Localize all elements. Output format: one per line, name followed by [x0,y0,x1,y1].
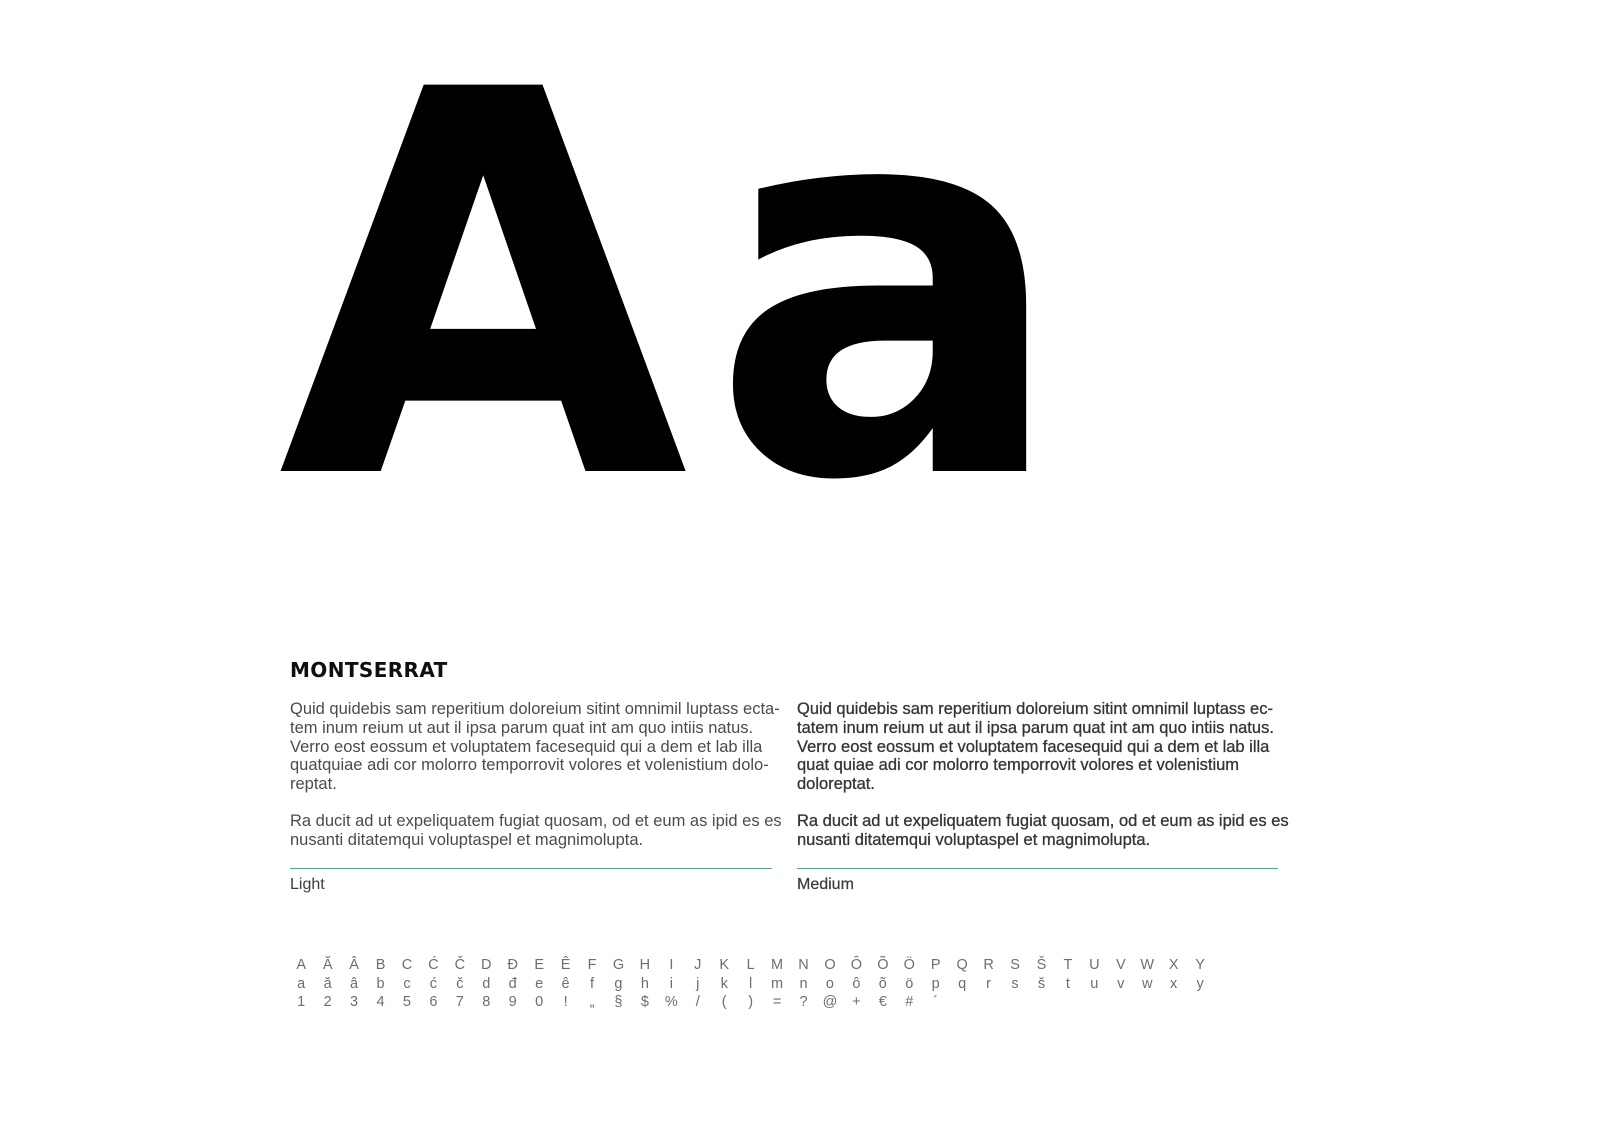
charset-char: B [375,957,386,973]
charset-char: h [640,975,649,992]
charset-char: / [695,994,700,1011]
text-line: Quid quidebis sam reperitium doloreium sitint omnimil luptass ec- [797,700,1273,718]
charset-char: T [1063,957,1073,973]
charset-row-uppercase [288,956,1213,975]
charset-char: 9 [508,994,517,1011]
charset-char: M [771,957,784,973]
text-line: nusanti ditatemqui voluptaspel et magnimolupta. [290,830,644,849]
charset-char: o [825,975,834,992]
charset-char: e [535,975,544,992]
charset-char: m [771,975,784,992]
text-line: Verro eost eossum et voluptatem facesequid qui a dem et lab illa [290,737,763,756]
charset-char: p [931,975,940,992]
charset-char: b [376,975,385,992]
text-line: nusanti ditatemqui voluptaspel et magnimolupta. [797,830,1151,849]
display-glyphs: Aa [278,0,1090,596]
charset-char: š [1037,975,1046,992]
charset-char: K [719,957,730,973]
charset-char: q [958,975,967,992]
charset-char: @ [822,994,838,1011]
charset-char: N [798,957,809,973]
charset-char: G [612,957,625,973]
charset-char: J [694,957,702,973]
weight-divider-rule [290,868,772,869]
text-line: doloreptat. [797,775,875,794]
charset-char: § [614,994,623,1011]
charset-char: w [1141,975,1153,992]
charset-char: D [481,957,492,973]
text-line: Ra ducit ad ut expeliquatem fugiat quosam, od et eum as ipid es es [797,811,1289,830]
sample-column-medium [797,700,1289,894]
charset-char: õ [878,975,887,992]
sample-paragraph [290,811,782,850]
charset-char: ê [561,975,570,992]
sample-paragraph [797,700,1278,794]
charset-char: d [482,975,491,992]
charset-char: U [1089,957,1100,973]
charset-char: 6 [429,994,438,1011]
charset-char: ă [323,975,332,992]
charset-char: P [930,957,941,973]
sample-column-light [290,700,782,894]
charset-char: 1 [297,994,306,1011]
charset-char: Ć [428,957,439,973]
weight-label: Medium [797,875,854,893]
text-line: Quid quidebis sam reperitium doloreium sitint omnimil luptass ecta- [290,700,780,718]
charset-char: W [1140,957,1155,973]
charset-char: Ê [560,957,571,973]
charset-char: 7 [455,994,464,1011]
charset-char: V [1115,957,1126,973]
charset-char: R [983,957,994,973]
weight-divider-rule [797,868,1278,869]
charset-char: ć [429,975,438,992]
charset-char: Ö [903,957,915,973]
charset-char: 3 [350,994,359,1011]
charset-char: u [1090,975,1099,992]
charset-char: a [297,975,306,992]
charset-char: Š [1036,957,1047,973]
charset-char: = [772,994,782,1011]
charset-char: Č [454,957,466,973]
charset-char: č [456,975,464,992]
charset-char: 5 [402,994,411,1011]
charset-char: € [878,994,887,1011]
charset-char: ´ [933,994,939,1011]
charset-char: S [1010,957,1020,973]
charset-char: l [749,975,753,992]
charset-char: F [587,957,597,973]
charset-char: H [639,957,651,973]
text-line: quat quiae adi cor molorro temporrovit volores et volenistium [797,756,1240,775]
charset-char: ) [748,994,754,1011]
charset-char: ? [799,994,808,1011]
charset-char: Ă [322,957,333,973]
text-line: tem inum reium ut aut il ipsa parum quat int am quo intiis natus. [290,718,754,737]
sample-paragraph [290,700,780,794]
charset-char: f [590,975,595,992]
charset-char: r [986,975,992,992]
charset-char: Y [1195,957,1205,973]
charset-char: O [824,957,836,973]
charset-char: X [1168,957,1179,973]
charset-char: E [534,957,544,973]
charset-char: â [350,975,359,992]
charset-char: A [296,957,307,973]
character-set [288,956,1213,1012]
charset-char: ! [563,994,568,1011]
charset-char: ô [852,975,861,992]
charset-char: C [401,957,413,973]
charset-char: c [403,975,411,992]
charset-char: ( [721,994,727,1011]
charset-char: x [1170,975,1178,992]
charset-char: t [1065,975,1070,992]
charset-char: s [1011,975,1019,992]
charset-char: # [905,994,914,1011]
font-title: MONTSERRAT [290,658,448,682]
charset-char: % [664,994,678,1011]
charset-row-symbols [288,993,1213,1012]
charset-char: đ [508,975,517,992]
charset-char: v [1117,975,1125,992]
charset-char: $ [640,994,649,1011]
charset-char: n [799,975,808,992]
charset-char: k [720,975,728,992]
charset-char: 4 [376,994,385,1011]
charset-char: Â [349,957,359,973]
weight-label: Light [290,875,325,893]
charset-char: j [696,975,700,992]
charset-char: Õ [877,957,889,973]
charset-char: ö [905,975,914,992]
text-line: reptat. [290,775,337,794]
charset-char: Q [956,957,968,973]
charset-char: y [1196,975,1204,992]
charset-char: i [669,975,673,992]
sample-paragraph [797,811,1289,850]
charset-char: L [746,957,755,973]
charset-char: Đ [507,957,518,973]
charset-row-lowercase [288,975,1213,994]
charset-char: I [669,957,674,973]
charset-char: 2 [323,994,332,1011]
text-line: quatquiae adi cor molorro temporrovit volores et volenistium dolo- [290,756,769,775]
text-line: Verro eost eossum et voluptatem facesequid qui a dem et lab illa [797,737,1270,756]
charset-char: + [852,994,861,1011]
charset-char: 0 [535,994,544,1011]
text-line: tatem inum reium ut aut il ipsa parum quat int am quo intiis natus. [797,718,1274,737]
charset-char: g [614,975,623,992]
charset-char: Ô [850,957,863,973]
charset-char: „ [589,994,595,1011]
charset-char: 8 [482,994,491,1011]
text-line: Ra ducit ad ut expeliquatem fugiat quosam, od et eum as ipid es es [290,811,782,830]
